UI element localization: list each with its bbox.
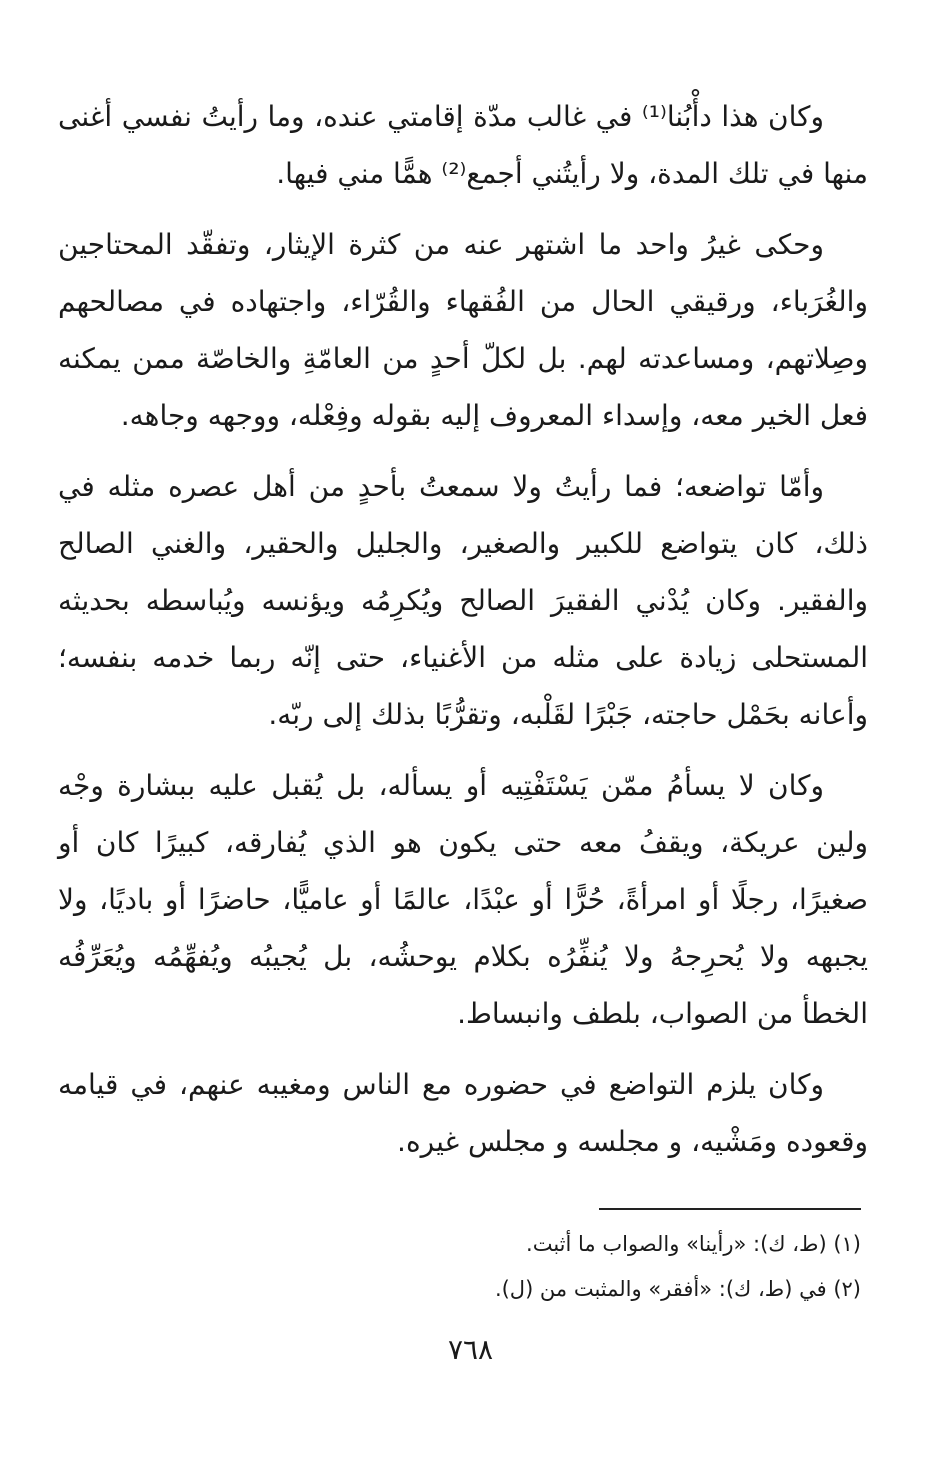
footnote-divider	[599, 1208, 861, 1210]
page-number: ٧٦٨	[447, 1333, 494, 1366]
paragraph-5: وكان يلزم التواضع في حضوره مع الناس ومغيبه عنهم، في قيامه وقعوده ومَشْيه، و مجلسه و مجلس غيره.	[58, 1068, 868, 1158]
footnotes	[101, 1222, 861, 1312]
page-body	[58, 88, 868, 1184]
paragraph-1: وكان هذا دأْبُنا⁽¹⁾ في غالب مدّة إقامتي عنده، وما رأيتُ نفسي أغنى منها في تلك المدة، ولا رأيتُني أجمع⁽²⁾ همًّا مني فيها.	[58, 100, 868, 190]
footnote-1: (١) (ط، ك): «رأينا» والصواب ما أثبت.	[526, 1232, 861, 1256]
paragraph-2: وحكى غيرُ واحد ما اشتهر عنه من كثرة الإيثار، وتفقّد المحتاجين والغُرَباء، ورقيقي الحال من الفُقهاء والقُرّاء، واجتهاده في مصالحهم وصِلاتهم، ومساعدته لهم. بل لكلّ أحدٍ من العامّةِ والخاصّة ممن يمكنه فعل الخير معه، وإسداء المعروف إليه بقوله وفِعْله، ووجهه وجاهه.	[58, 228, 868, 432]
footnote-2: (٢) في (ط، ك): «أفقر» والمثبت من (ل).	[494, 1277, 861, 1301]
paragraph-3: وأمّا تواضعه؛ فما رأيتُ ولا سمعتُ بأحدٍ من أهل عصره مثله في ذلك، كان يتواضع للكبير والصغير، والجليل والحقير، والغني الصالح والفقير. وكان يُدْني الفقيرَ الصالح ويُكرِمُه ويؤنسه ويُباسطه بحديثه المستحلى زيادة على مثله من الأغنياء، حتى إنّه ربما خدمه بنفسه؛ وأعانه بحَمْل حاجته، جَبْرًا لقَلْبه، وتقرُّبًا بذلك إلى ربّه.	[58, 470, 868, 731]
paragraph-4: وكان لا يسأمُ ممّن يَسْتَفْتِيه أو يسأله، بل يُقبل عليه ببشارة وجْه ولين عريكة، ويقفُ معه حتى يكون هو الذي يُفارقه، كبيرًا كان أو صغيرًا، رجلًا أو امرأةً، حُرًّا أو عبْدًا، عالمًا أو عاميًّا، حاضرًا أو باديًا، ولا يجبهه ولا يُحرِجهُ ولا يُنفِّرُه بكلام يوحشُه، بل يُجيبُه ويُفهِّمُه ويُعَرِّفُه الخطأ من الصواب، بلطف وانبساط.	[58, 769, 868, 1030]
